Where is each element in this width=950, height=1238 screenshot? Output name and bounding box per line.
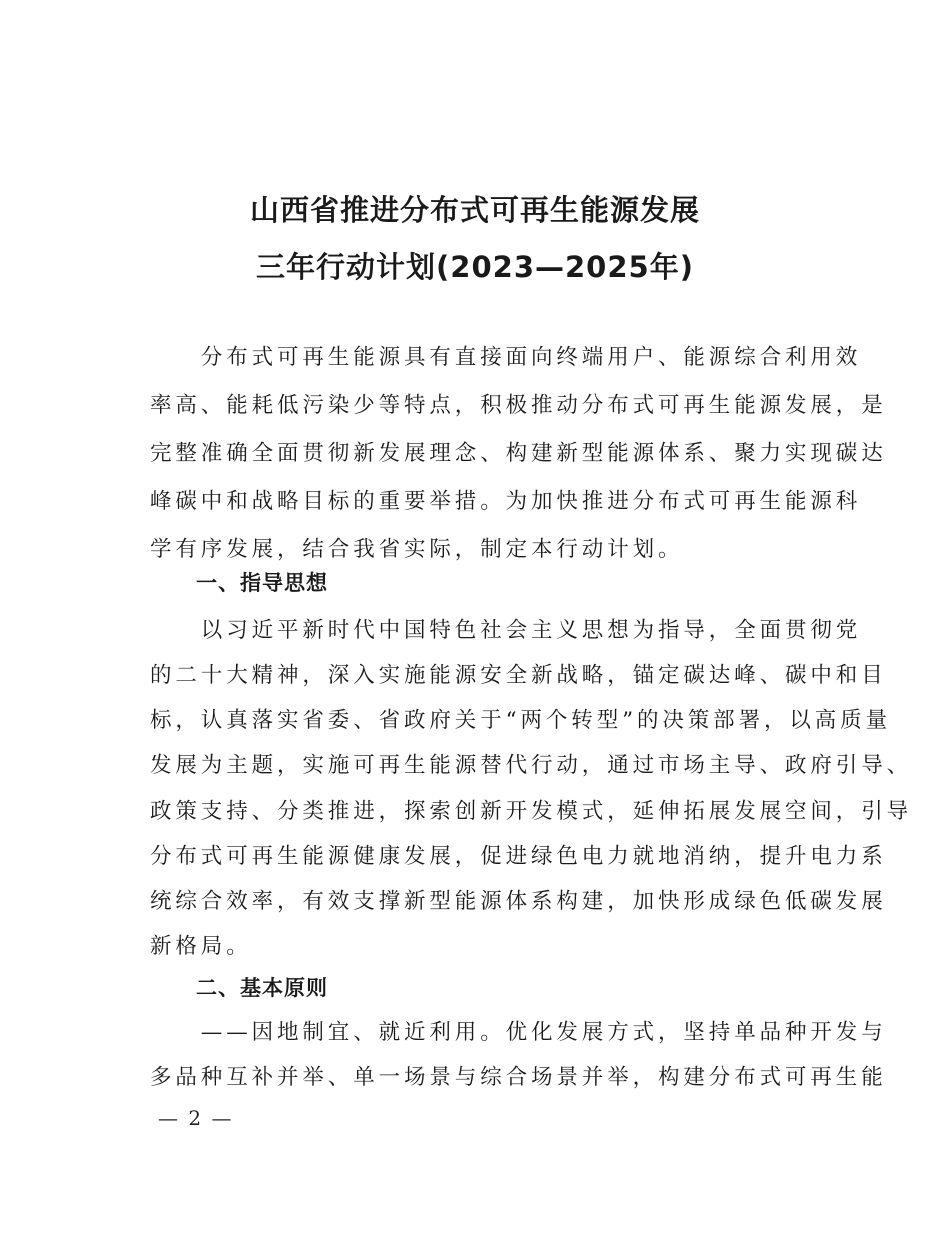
paragraph-line: 完整准确全面贯彻新发展理念、构建新型能源体系、聚力实现碳达 [150, 441, 887, 466]
paragraph-line: 率高、能耗低污染少等特点，积极推动分布式可再生能源发展，是 [150, 393, 887, 418]
paragraph-line: 统综合效率，有效支撑新型能源体系构建，加快形成绿色低碳发展 [150, 889, 887, 914]
paragraph-line: ——因地制宜、就近利用。优化发展方式，坚持单品种开发与 [150, 1020, 887, 1045]
paragraph-line: 政策支持、分类推进，探索创新开发模式，延伸拓展发展空间，引导 [150, 799, 913, 824]
paragraph-line: 标，认真落实省委、省政府关于“两个转型”的决策部署，以高质量 [150, 708, 891, 733]
paragraph-line: 峰碳中和战略目标的重要举措。为加快推进分布式可再生能源科 [150, 489, 862, 514]
paragraph-line: 以习近平新时代中国特色社会主义思想为指导，全面贯彻党 [150, 618, 862, 643]
page-number: — 2 — [158, 1106, 234, 1130]
paragraph-line: 分布式可再生能源健康发展，促进绿色电力就地消纳，提升电力系 [150, 844, 887, 869]
paragraph-line: 学有序发展，结合我省实际，制定本行动计划。 [150, 537, 684, 562]
section-heading-basic-principles: 二、基本原则 [196, 976, 328, 1000]
section-heading-guiding-ideology: 一、指导思想 [196, 571, 328, 595]
paragraph-line: 分布式可再生能源具有直接面向终端用户、能源综合利用效 [150, 345, 862, 370]
paragraph-line: 发展为主题，实施可再生能源替代行动，通过市场主导、政府引导、 [150, 753, 913, 778]
paragraph-line: 多品种互补并举、单一场景与综合场景并举，构建分布式可再生能 [150, 1065, 887, 1090]
document-title-line-1: 山西省推进分布式可再生能源发展 [249, 193, 700, 227]
paragraph-line: 的二十大精神，深入实施能源安全新战略，锚定碳达峰、碳中和目 [150, 663, 887, 688]
document-title-line-2: 三年行动计划(2023—2025年) [256, 250, 694, 284]
paragraph-line: 新格局。 [150, 934, 252, 959]
